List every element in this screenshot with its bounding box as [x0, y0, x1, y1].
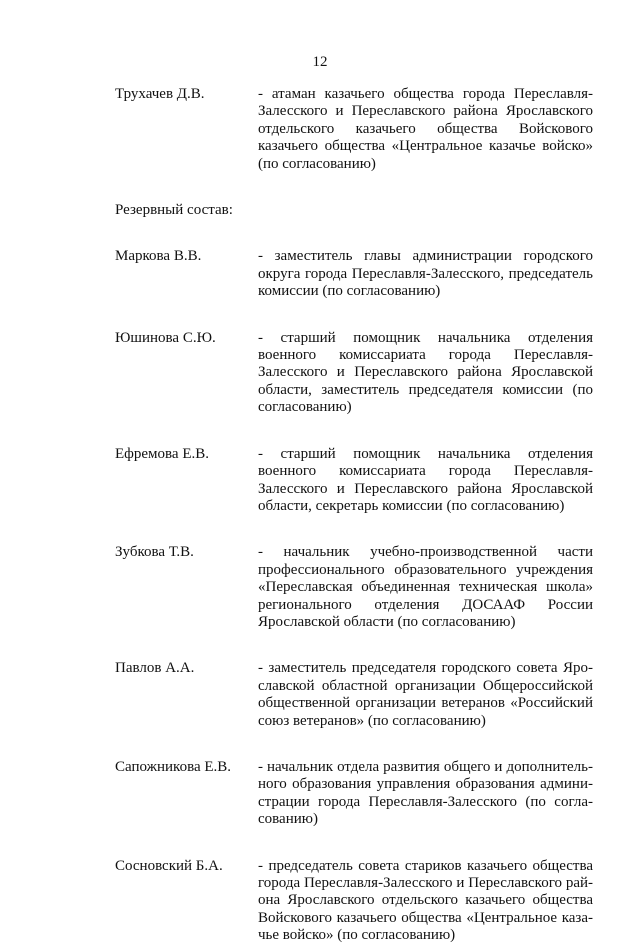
member-role: - старший помощник начальника отделения военного комиссариата города Переславля-Залесского и Переславского района Ярославской области, заместитель председателя комиссии (по согласованию) — [258, 329, 593, 416]
member-entry — [115, 86, 593, 173]
member-role: - председатель совета стариков казачьего общества города Переславля-Залесского и Переславского района Ярославского отдельского казачьего общества Войскового казачьего общества «Центральное казачье войско» (по согласованию) — [258, 857, 593, 944]
member-name: Юшинова С.Ю. — [115, 329, 216, 346]
member-role: - заместитель председателя городского совета Ярославской областной организации Общероссийской общественной организации ветеранов «Российский союз ветеранов» (по согласованию) — [258, 660, 593, 729]
reserve-section-title: Резервный состав: — [115, 202, 233, 219]
member-entry — [115, 248, 593, 300]
member-role: - старший помощник начальника отделения военного комиссариата города Переславля-Залесского и Переславского района Ярославской области, секретарь комиссии (по согласованию) — [258, 445, 593, 514]
member-role: - начальник учебно-производственной части профессионального образовательного учреждения «Переславская объединенная техническая школа» регионального отделения ДОСААФ России Ярославской области (по согласованию) — [258, 544, 593, 630]
member-name: Павлов А.А. — [115, 660, 195, 677]
member-name: Зубкова Т.В. — [115, 544, 194, 561]
member-role: - начальник отдела развития общего и дополнительного образования управления образования администрации города Переславля-Залесского (по согласованию) — [258, 758, 593, 828]
member-name: Сосновский Б.А. — [115, 857, 223, 874]
member-entry — [115, 446, 593, 516]
member-entry — [115, 544, 593, 631]
member-entry — [115, 858, 593, 945]
member-entry — [115, 759, 593, 829]
member-role: - атаман казачьего общества города Переславля-Залесского и Переславского района Ярославского отдельского казачьего общества Войскового казачьего общества «Центральное казачье войско» (по согласованию) — [258, 86, 593, 172]
document-body — [115, 86, 593, 945]
member-entry — [115, 660, 593, 730]
member-name: Ефремова Е.В. — [115, 445, 209, 462]
member-name: Сапожникова Е.В. — [115, 758, 232, 775]
member-name: Трухачев Д.В. — [115, 86, 205, 102]
member-name: Маркова В.В. — [115, 248, 202, 265]
page-number: 12 — [312, 54, 328, 70]
member-entry — [115, 330, 593, 417]
member-role: - заместитель главы администрации городского округа города Переславля-Залесского, председатель комиссии (по согласованию) — [258, 248, 593, 300]
